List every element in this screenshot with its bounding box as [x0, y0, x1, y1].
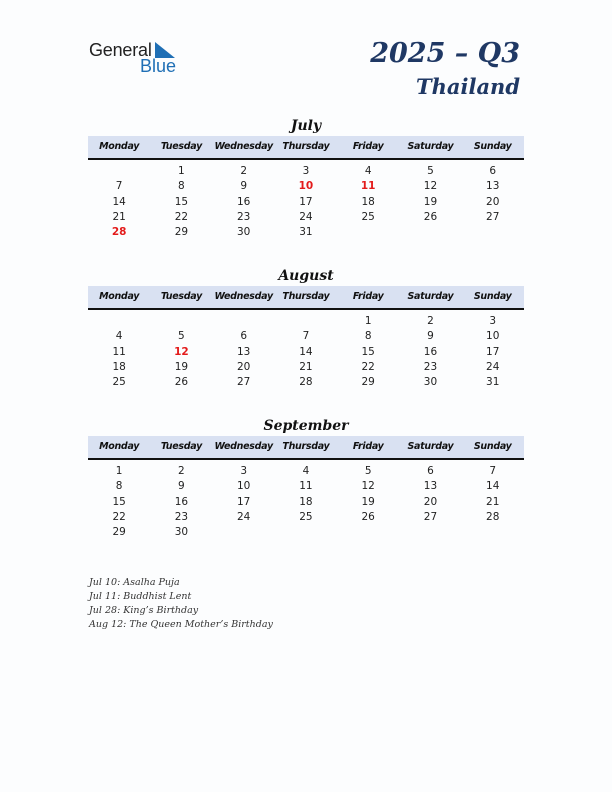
- day-cell: 20: [236, 360, 251, 373]
- week-row: [88, 195, 524, 210]
- day-cell: 4: [302, 465, 310, 477]
- weekday-label: Wednesday: [214, 441, 273, 452]
- day-cell: 4: [364, 165, 372, 177]
- day-cell: 9: [240, 180, 247, 193]
- weekday-label: Thursday: [282, 291, 330, 302]
- empty-day-cell: [213, 525, 275, 540]
- day-cell: 28: [486, 510, 500, 523]
- day-cell: 4: [115, 330, 123, 343]
- weekday-header-row: [88, 436, 524, 460]
- day-cell: 3: [240, 465, 247, 477]
- day-cell: 3: [489, 315, 497, 327]
- holiday-note: Jul 28: King’s Birthday: [89, 605, 199, 616]
- weekday-header-row: [88, 286, 524, 310]
- day-cell: 24: [299, 210, 313, 223]
- day-cell: 29: [112, 526, 126, 539]
- day-cell: 13: [423, 480, 438, 493]
- day-cell: 8: [115, 480, 123, 493]
- day-cell: 6: [489, 165, 497, 177]
- day-cell: 5: [178, 330, 185, 343]
- week-row: [88, 210, 524, 225]
- holiday-note: Aug 12: The Queen Mother’s Birthday: [89, 619, 273, 630]
- day-cell: 8: [364, 330, 372, 343]
- logo-text-blue: Blue: [140, 56, 177, 76]
- weekday-label: Wednesday: [214, 141, 273, 152]
- month-name: August: [278, 268, 334, 284]
- day-cell: 25: [299, 510, 313, 523]
- month-name: July: [290, 118, 322, 134]
- day-cell: 7: [489, 465, 497, 477]
- week-row: [88, 464, 524, 479]
- day-cell: 2: [240, 165, 247, 177]
- day-cell: 23: [236, 210, 251, 223]
- day-cell: 15: [361, 345, 375, 358]
- day-cell: 18: [299, 495, 313, 508]
- empty-day-cell: [462, 225, 524, 240]
- weekday-label: Friday: [352, 291, 384, 302]
- empty-day-cell: [88, 314, 150, 329]
- week-row: [88, 314, 524, 329]
- empty-day-cell: [462, 525, 524, 540]
- week-row: [88, 360, 524, 375]
- day-cell: 29: [174, 226, 189, 239]
- empty-day-cell: [150, 314, 212, 329]
- day-cell: 23: [423, 360, 438, 373]
- day-cell: 6: [427, 465, 434, 477]
- week-row: [88, 179, 524, 194]
- day-cell: 20: [423, 495, 438, 508]
- weekday-label: Thursday: [282, 141, 330, 152]
- day-cell: 26: [361, 510, 375, 523]
- day-cell: 29: [361, 376, 375, 389]
- day-cell: 27: [236, 376, 251, 389]
- day-cell: 21: [299, 360, 313, 373]
- day-cell: 31: [299, 226, 313, 239]
- empty-day-cell: [213, 314, 275, 329]
- weekday-label: Friday: [352, 441, 384, 452]
- day-cell: 22: [174, 210, 189, 223]
- day-cell: 17: [236, 495, 251, 508]
- day-cell: 24: [236, 510, 251, 523]
- day-cell: 7: [302, 330, 310, 343]
- page-title: 2025 – Q3: [370, 38, 520, 69]
- day-cell: 1: [178, 165, 185, 177]
- holiday-note: Jul 10: Asalha Puja: [89, 577, 180, 588]
- day-cell: 22: [361, 360, 375, 373]
- day-cell: 2: [427, 315, 434, 327]
- day-cell: 16: [174, 495, 189, 508]
- country-name: Thailand: [415, 74, 520, 99]
- week-row: [88, 375, 524, 390]
- holiday-day-cell: 10: [298, 180, 314, 193]
- day-cell: 21: [112, 210, 126, 223]
- empty-day-cell: [88, 164, 150, 179]
- holiday-day-cell: 11: [360, 180, 376, 193]
- day-cell: 16: [236, 195, 251, 208]
- week-row: [88, 345, 524, 360]
- holiday-notes: [89, 576, 273, 632]
- empty-day-cell: [275, 525, 337, 540]
- day-cell: 16: [423, 345, 438, 358]
- day-cell: 14: [486, 480, 500, 493]
- day-cell: 5: [364, 465, 372, 477]
- day-cell: 3: [302, 165, 310, 177]
- week-row: [88, 479, 524, 494]
- day-cell: 23: [174, 510, 189, 523]
- weekday-label: Sunday: [473, 141, 512, 152]
- day-cell: 9: [178, 480, 185, 493]
- weekday-label: Monday: [99, 441, 140, 452]
- week-row: [88, 329, 524, 344]
- holiday-day-cell: 28: [111, 226, 127, 239]
- day-cell: 14: [112, 195, 126, 208]
- empty-day-cell: [399, 225, 461, 240]
- weekday-label: Tuesday: [160, 141, 202, 152]
- month-name: September: [263, 418, 349, 434]
- week-row: [88, 510, 524, 525]
- day-cell: 24: [486, 360, 500, 373]
- day-cell: 19: [174, 360, 189, 373]
- day-cell: 25: [112, 376, 126, 389]
- day-cell: 27: [423, 510, 438, 523]
- weekday-label: Tuesday: [160, 441, 202, 452]
- day-cell: 25: [361, 210, 375, 223]
- empty-day-cell: [337, 225, 399, 240]
- week-row: [88, 225, 524, 240]
- day-cell: 7: [115, 180, 123, 193]
- weekday-label: Thursday: [282, 441, 330, 452]
- logo-text-general: General: [89, 40, 152, 60]
- day-cell: 8: [178, 180, 185, 193]
- day-cell: 17: [299, 195, 313, 208]
- weekday-label: Saturday: [407, 141, 454, 152]
- day-cell: 18: [361, 195, 375, 208]
- day-cell: 15: [174, 195, 189, 208]
- day-cell: 26: [423, 210, 438, 223]
- holiday-day-cell: 12: [174, 345, 189, 358]
- day-cell: 13: [236, 345, 251, 358]
- day-cell: 27: [486, 210, 500, 223]
- day-cell: 19: [361, 495, 375, 508]
- weekday-label: Monday: [99, 141, 140, 152]
- weekday-label: Monday: [99, 291, 140, 302]
- day-cell: 14: [299, 345, 313, 358]
- empty-day-cell: [399, 525, 461, 540]
- weekday-header-row: [88, 136, 524, 160]
- day-cell: 10: [486, 330, 500, 343]
- day-cell: 30: [236, 226, 251, 239]
- day-cell: 9: [427, 330, 434, 343]
- day-cell: 30: [174, 526, 189, 539]
- day-cell: 1: [364, 315, 372, 327]
- day-cell: 12: [423, 180, 438, 193]
- day-cell: 21: [486, 495, 500, 508]
- month-august: [88, 266, 524, 390]
- weekday-label: Sunday: [473, 291, 512, 302]
- week-row: [88, 495, 524, 510]
- day-cell: 12: [361, 480, 375, 493]
- week-row: [88, 164, 524, 179]
- week-row: [88, 525, 524, 540]
- day-cell: 6: [240, 330, 247, 343]
- day-cell: 28: [299, 376, 313, 389]
- day-cell: 26: [174, 376, 189, 389]
- day-cell: 2: [178, 465, 185, 477]
- brand-logo: [89, 40, 189, 76]
- day-cell: 11: [299, 480, 313, 493]
- weekday-label: Friday: [352, 141, 384, 152]
- weekday-label: Saturday: [407, 441, 454, 452]
- holiday-note: Jul 11: Buddhist Lent: [89, 591, 192, 602]
- day-cell: 10: [236, 480, 251, 493]
- day-cell: 22: [112, 510, 126, 523]
- weekday-label: Wednesday: [214, 291, 273, 302]
- day-cell: 1: [115, 465, 123, 477]
- day-cell: 31: [486, 376, 500, 389]
- day-cell: 11: [112, 345, 126, 358]
- empty-day-cell: [337, 525, 399, 540]
- day-cell: 15: [112, 495, 126, 508]
- weekday-label: Sunday: [473, 441, 512, 452]
- day-cell: 13: [486, 180, 500, 193]
- day-cell: 20: [486, 195, 500, 208]
- weekday-label: Tuesday: [160, 291, 202, 302]
- day-cell: 30: [423, 376, 438, 389]
- weekday-label: Saturday: [407, 291, 454, 302]
- month-september: [88, 416, 524, 540]
- day-cell: 19: [423, 195, 438, 208]
- month-july: [88, 116, 524, 240]
- empty-day-cell: [275, 314, 337, 329]
- day-cell: 5: [427, 165, 434, 177]
- day-cell: 18: [112, 360, 126, 373]
- day-cell: 17: [486, 345, 500, 358]
